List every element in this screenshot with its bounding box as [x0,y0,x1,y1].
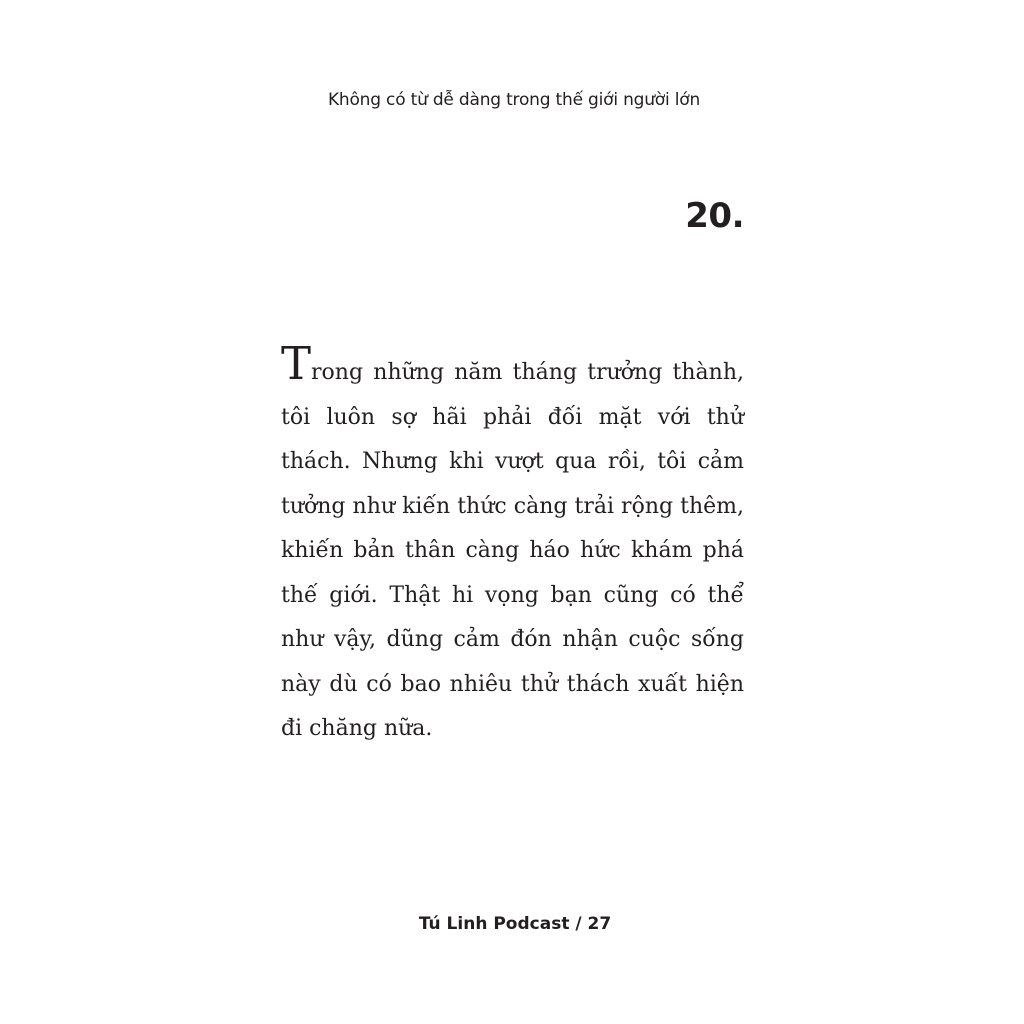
drop-initial: T [281,337,312,390]
entry-paragraph [281,337,744,752]
page-footer [0,914,1024,934]
footer-author: Tú Linh Podcast [418,914,570,934]
book-title: Không có từ dễ dàng trong thế giới người lớn [327,90,701,110]
entry-number: 20. [685,196,744,236]
footer-separator: / [575,914,582,934]
running-header [0,90,1024,110]
entry-body: rong những năm tháng trưởng thành, tôi luôn sợ hãi phải đối mặt với thử thách. Nhưng khi vượt qua rồi, tôi cảm tưởng như kiến thức càng trải rộng thêm, khiến bản thân càng háo hức khám phá thế giới. Thật hi vọng bạn cũng có thể như vậy, dũng cảm đón nhận cuộc sống này dù có bao nhiêu thử thách xuất hiện đi chăng nữa. [281,360,744,741]
page-number: 27 [587,914,612,934]
